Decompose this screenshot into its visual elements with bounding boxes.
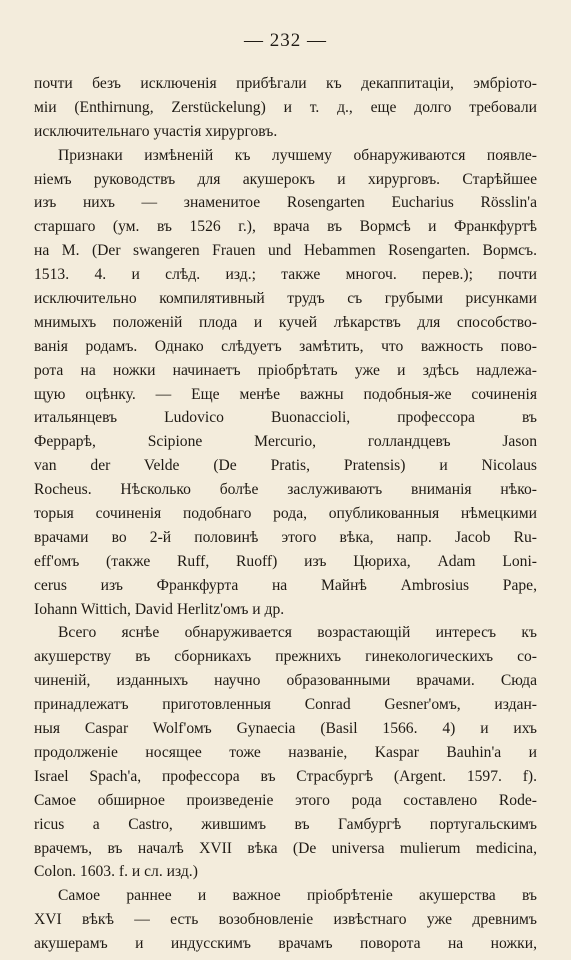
text-line: торыя сочиненія подобнаго рода, опубликованныя нѣмецкими xyxy=(34,505,537,523)
text-line: Israel Spach'a, профессора въ Страсбургѣ (Argent. 1597. f). xyxy=(34,767,537,785)
text-line: мнимыхъ положеній плода и кучей лѣкарствъ для способство- xyxy=(34,313,537,331)
text-line: ныя Caspar Wolf'омъ Gynaecia (Basil 1566. 4) и ихъ xyxy=(34,720,537,738)
text-line: Всего яснѣе обнаруживается возрастающій интересъ къ xyxy=(58,624,537,642)
text-line: ніемъ руководствъ для акушерокъ и хирурговъ. Старѣйшее xyxy=(34,170,537,188)
text-line: Самое обширное произведеніе этого рода составлено Rode- xyxy=(34,791,537,809)
text-line: eff'омъ (также Ruff, Ruoff) изъ Цюриха, Adam Loni- xyxy=(34,552,537,570)
text-line: исключительно компилятивный трудъ съ грубыми рисунками xyxy=(34,290,537,308)
text-line: исключительнаго участія хирурговъ. xyxy=(34,122,278,140)
text-line: Colon. 1603. f. и сл. изд.) xyxy=(34,863,198,881)
text-line: cerus изъ Франкфурта на Майнѣ Ambrosius Pape, xyxy=(34,576,537,594)
text-line: принадлежатъ приготовленныя Conrad Gesner'омъ, издан- xyxy=(34,696,537,714)
text-line: XVI вѣкѣ — есть возобновленіе извѣстнаго уже древнимъ xyxy=(34,911,537,929)
text-line: щую оцѣнку. — Еще менѣе важны подобныя-же сочиненія xyxy=(34,385,537,403)
text-line: ricus a Castro, жившимъ въ Гамбургѣ португальскимъ xyxy=(34,815,537,833)
text-line: почти безъ исключенія прибѣгали къ декаппитаціи, эмбріото- xyxy=(34,75,537,92)
text-line: Признаки измѣненій къ лучшему обнаруживаются появле- xyxy=(58,146,537,164)
text-line: врачемъ, въ началѣ XVII вѣка (De universa mulierum medicina, xyxy=(34,839,537,857)
text-line: акушерамъ и индусскимъ врачамъ поворота на ножки, xyxy=(34,935,537,953)
text-line: на М. (Der swangeren Frauen und Hebammen Rosengarten. Вормсъ. xyxy=(34,242,537,260)
text-line: итальянцевъ Ludovico Buonaccioli, профессора въ xyxy=(34,409,537,427)
text-line: міи (Enthirnung, Zerstückelung) и т. д., еще долго требовали xyxy=(34,98,537,116)
text-line: ванія родамъ. Однако слѣдуетъ замѣтить, что важность пово- xyxy=(34,337,537,355)
text-line: Феррарѣ, Scipione Mercurio, голландцевъ Jason xyxy=(34,433,537,451)
text-line: изъ нихъ — знаменитое Rosengarten Eucharius Rösslin'а xyxy=(34,194,537,212)
text-line: Rocheus. Нѣсколько болѣе заслуживаютъ вниманія нѣко- xyxy=(34,481,537,499)
text-line: старшаго (ум. въ 1526 г.), врача въ Вормсѣ и Франкфуртѣ xyxy=(34,218,537,236)
text-line: чиненій, изданныхъ научно образованными врачами. Сюда xyxy=(34,672,537,690)
text-line: акушерству въ сборникахъ прежнихъ гинекологическихъ со- xyxy=(34,648,537,666)
text-line: врачами во 2-й половинѣ этого вѣка, напр. Jacob Ru- xyxy=(34,528,537,546)
text-line: Самое раннее и важное пріобрѣтеніе акушерства въ xyxy=(58,887,537,905)
text-line: 1513. 4. и слѣд. изд.; также многоч. перев.); почти xyxy=(34,266,537,284)
page-number: — 232 — xyxy=(244,30,327,51)
body-text xyxy=(34,72,537,956)
text-line: Iohann Wittich, David Herlitz'омъ и др. xyxy=(34,600,285,618)
text-line: van der Velde (De Pratis, Pratensis) и Nicolaus xyxy=(34,457,537,475)
text-line: рота на ножки начинаетъ пріобрѣтать уже и здѣсь надлежа- xyxy=(34,361,537,379)
text-line: продолженіе носящее тоже названіе, Kaspar Bauhin'a и xyxy=(34,743,537,761)
